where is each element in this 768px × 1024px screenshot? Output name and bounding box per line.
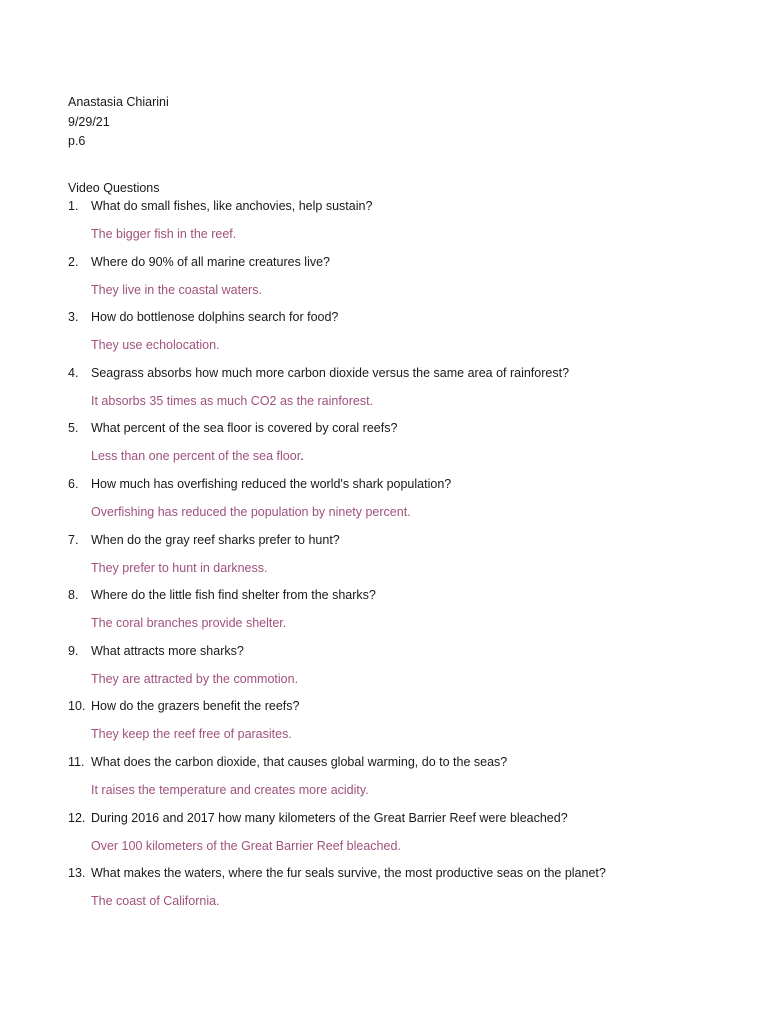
answer-text: They use echolocation.: [91, 338, 220, 353]
question-number: 6.: [68, 476, 79, 491]
question-item: [0, 698, 768, 754]
question-number: 7.: [68, 532, 79, 547]
question-text: When do the gray reef sharks prefer to hunt?: [91, 532, 340, 547]
answer-line: [91, 448, 304, 464]
question-text: Seagrass absorbs how much more carbon dioxide versus the same area of rainforest?: [91, 365, 570, 380]
answer-line: [91, 226, 236, 242]
answer-text: They live in the coastal waters.: [91, 282, 262, 297]
question-text: Where do the little fish find shelter from the sharks?: [91, 588, 376, 603]
question-text: How much has overfishing reduced the world's shark population?: [91, 476, 452, 491]
question-item: [0, 865, 768, 921]
answer-text: They prefer to hunt in darkness.: [91, 560, 268, 575]
question-text: How do the grazers benefit the reefs?: [91, 699, 300, 714]
answer-text: The bigger fish in the reef.: [91, 227, 237, 241]
question-item: [0, 810, 768, 866]
question-number: 1.: [68, 199, 79, 213]
student-name: Anastasia Chiarini: [68, 95, 169, 109]
answer-line: [91, 671, 298, 687]
document-header: [68, 93, 169, 152]
question-number: 2.: [68, 254, 79, 269]
answer-line: [91, 393, 373, 409]
answer-line: [91, 838, 401, 854]
answer-text: The coral branches provide shelter.: [91, 616, 287, 631]
question-item: [0, 198, 768, 254]
answer-line: [91, 337, 220, 353]
document-date: 9/29/21: [68, 114, 110, 129]
question-text: What does the carbon dioxide, that causes global warming, do to the seas?: [91, 754, 508, 769]
question-number: 5.: [68, 421, 79, 436]
answer-text: They keep the reef free of parasites.: [91, 727, 292, 742]
question-text: How do bottlenose dolphins search for food?: [91, 310, 339, 325]
question-number: 12.: [68, 810, 86, 825]
answer-line: [91, 560, 267, 576]
answer-line: [91, 615, 286, 631]
question-text: What makes the waters, where the fur seals survive, the most productive seas on the planet?: [91, 866, 606, 881]
question-item: [0, 643, 768, 699]
question-item: [0, 309, 768, 365]
answer-punctuation: .: [300, 449, 304, 464]
question-number: 9.: [68, 643, 79, 658]
question-text: What percent of the sea floor is covered by coral reefs?: [91, 421, 398, 436]
question-item: [0, 754, 768, 810]
answer-text: It raises the temperature and creates more acidity.: [91, 782, 369, 797]
question-item: [0, 476, 768, 532]
question-list: [0, 198, 768, 921]
answer-line: [91, 726, 292, 742]
question-number: 3.: [68, 310, 79, 325]
question-text: What attracts more sharks?: [91, 643, 244, 658]
question-item: [0, 532, 768, 588]
question-text: What do small fishes, like anchovies, help sustain?: [91, 199, 373, 213]
answer-line: [91, 782, 369, 798]
question-text: During 2016 and 2017 how many kilometers of the Great Barrier Reef were bleached?: [91, 810, 568, 825]
answer-text: Overfishing has reduced the population by ninety percent.: [91, 504, 411, 519]
answer-text: They are attracted by the commotion.: [91, 671, 299, 686]
question-number: 8.: [68, 588, 79, 603]
question-number: 4.: [68, 365, 79, 380]
answer-line: [91, 504, 411, 520]
answer-line: [91, 282, 262, 298]
question-item: [0, 420, 768, 476]
answer-text: The coast of California.: [91, 894, 220, 909]
question-number: 10.: [68, 699, 86, 714]
question-item: [0, 365, 768, 421]
question-number: 13.: [68, 866, 86, 881]
answer-line: [91, 893, 220, 909]
answer-text: Over 100 kilometers of the Great Barrier Reef bleached.: [91, 838, 401, 853]
section-title: Video Questions: [68, 181, 160, 195]
question-text: Where do 90% of all marine creatures live?: [91, 254, 331, 269]
question-item: [0, 587, 768, 643]
question-item: [0, 254, 768, 310]
answer-text: Less than one percent of the sea floor: [91, 449, 301, 464]
question-number: 11.: [68, 754, 85, 769]
class-period: p.6: [68, 134, 86, 148]
answer-text: It absorbs 35 times as much CO2 as the rainforest.: [91, 393, 374, 408]
